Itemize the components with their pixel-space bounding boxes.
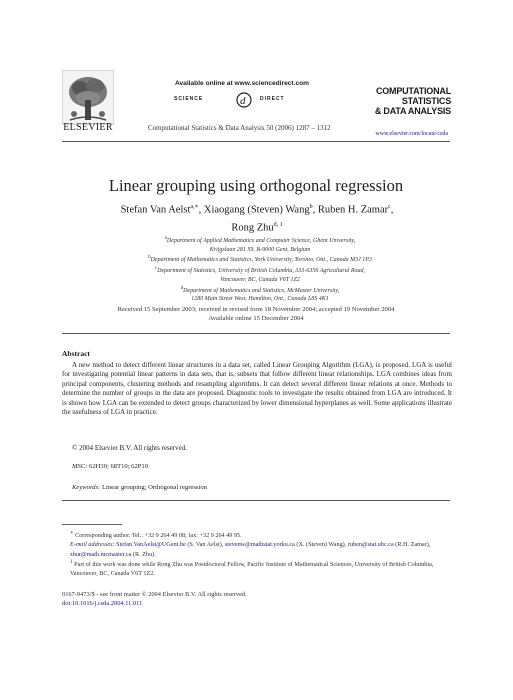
author-affil-mark: b [309, 204, 313, 210]
journal-title-line: COMPUTATIONAL [375, 86, 451, 96]
journal-title-line: STATISTICS [401, 96, 451, 106]
email-label: E-mail addresses: [70, 541, 115, 549]
affiliation-mark: d [180, 285, 184, 291]
email-owner: (R.H. Zamar), [395, 541, 431, 549]
email-link[interactable]: stevenw@mathstat.yorku.ca [224, 541, 295, 549]
affiliation [90, 235, 430, 246]
email-owner: (S. Van Aelst), [187, 541, 224, 549]
affiliation-line: Department of Applied Mathematics and Computer Science, Ghent University, [166, 238, 356, 244]
publisher-name: ELSEVIER [63, 122, 113, 133]
journal-title-line: & DATA ANALYSIS [374, 106, 451, 116]
affiliation [90, 285, 430, 296]
msc-label: MSC: [72, 463, 88, 470]
sciencedirect-logo [174, 92, 314, 106]
issn-line: 0167-9473/$ - see front matter © 2004 Elsevier B.V. All rights reserved. [62, 591, 247, 598]
author-sep: , [390, 204, 394, 216]
affiliation-line: Department of Mathematics and Statistics, York University, Toronto, Ont., Canada M3J 1P3 [150, 257, 372, 264]
affiliation-mark: a [164, 236, 167, 241]
msc-value: 62H30; 68T10; 62P10 [89, 463, 149, 470]
doi-line[interactable]: doi:10.1016/j.csda.2004.11.011 [62, 600, 143, 607]
affiliation-line: Vancouver, BC, Canada V6T 1Z2 [220, 276, 300, 283]
affiliation-mark: b [148, 255, 151, 261]
email-link[interactable]: ruben@stat.ubc.ca [347, 541, 394, 549]
keywords-label: Keywords: [72, 484, 101, 491]
footnote-text: Corresponding author. Tel.: +32 9 264 49 08; fax: +32 9 264 49 95. [75, 532, 242, 540]
email-owner: (R. Zhu). [132, 550, 156, 558]
journal-url-link[interactable]: www.elsevier.com/locate/csda [375, 131, 448, 137]
title-divider [62, 333, 450, 334]
author-name: Ruben H. Zamar [317, 204, 389, 216]
author-sep: , [198, 204, 204, 216]
author-name: Xiaogang (Steven) Wang [203, 204, 310, 216]
email-link[interactable]: Stefan.VanAelst@UGent.be [116, 541, 186, 549]
received-line: Received 15 September 2003; received in revised form 18 November 2004; accepted 19 November 2004 [117, 306, 395, 313]
sd-right-word: DIRECT [260, 96, 285, 102]
author-sep: , [312, 204, 318, 216]
footnote-mark: 1 [70, 559, 73, 565]
affiliation [90, 254, 430, 265]
author-affil-mark: a,∗ [190, 204, 199, 210]
keywords-value: Linear grouping; Orthogonal regression [101, 484, 207, 491]
footnote-postdoc [62, 558, 450, 579]
affiliation-line: 1280 Main Street West, Hamilton, Ont., Canada L8S 4K1 [191, 296, 329, 303]
footnote-rule [62, 524, 122, 525]
svg-text:d: d [240, 95, 246, 107]
keywords [72, 484, 207, 491]
issn-doi [62, 590, 450, 608]
article-title: Linear grouping using orthogonal regression [108, 176, 404, 195]
header-divider [62, 141, 450, 142]
author-list [82, 200, 432, 235]
msc-codes [72, 463, 148, 470]
journal-reference: Computational Statistics & Data Analysis 50 (2006) 1287 – 1312 [148, 124, 331, 132]
footnote-corresponding [62, 529, 450, 559]
email-owner: (X. (Steven) Wang), [296, 541, 347, 549]
author-name: Rong Zhu [231, 222, 274, 233]
affiliation-line: Krijgslaan 281 S9, B-9000 Gent, Belgium [209, 246, 311, 253]
abstract-divider [62, 500, 450, 501]
footnote-mark: ∗ [70, 530, 74, 536]
email-link[interactable]: zhur@math.mcmaster.ca [70, 550, 132, 558]
affiliation [90, 265, 430, 276]
author-affil-mark: d, 1 [273, 221, 283, 228]
author-name: Stefan Van Aelst [120, 204, 191, 216]
available-line: Available online 15 December 2004 [208, 314, 304, 322]
abstract-text: A new method to detect different linear structures in a data set, called Linear Grouping Algorithm (LGA), is proposed. LGA is useful for investigating potential linear patterns in data sets, that is, subsets that follow different linear relationships. LGA combines ideas from principal components, clustering methods and resampling algorithms. It can detect several different linear relations at once. Methods to determine the number of groups in the data are proposed. Diagnostic tools to investigate the results obtained from LGA are introduced. It is shown how LGA can be extended to detect groups characterized by lower dimensional hyperplanes as well. Some applications illustrate the usefulness of LGA in practice. [62, 361, 452, 417]
abstract-heading: Abstract [62, 349, 90, 358]
footnote-text: Part of this work was done while Rong Zhu was Postdoctoral Fellow, Pacific Institute of Mathematical Sciences, University of British Columbia, Vancouver, BC, Canada V6T 1Z2. [70, 561, 434, 578]
author-affil-mark: c [388, 204, 391, 210]
sciencedirect-d-icon [234, 92, 254, 108]
available-online-text: Available online at www.sciencedirect.com [175, 80, 309, 87]
copyright-line: © 2004 Elsevier B.V. All rights reserved. [72, 444, 188, 452]
journal-title [355, 86, 451, 116]
received-dates [62, 306, 450, 323]
affiliation-line: Department of Statistics, University of British Columbia, 333-6356 Agricultural Road, [157, 268, 366, 275]
affiliation-mark: c [154, 266, 158, 272]
sd-left-word: SCIENCE [174, 96, 204, 102]
affiliations [90, 235, 430, 304]
affiliation-line: Department of Mathematics and Statistics, McMaster University, [183, 287, 340, 294]
